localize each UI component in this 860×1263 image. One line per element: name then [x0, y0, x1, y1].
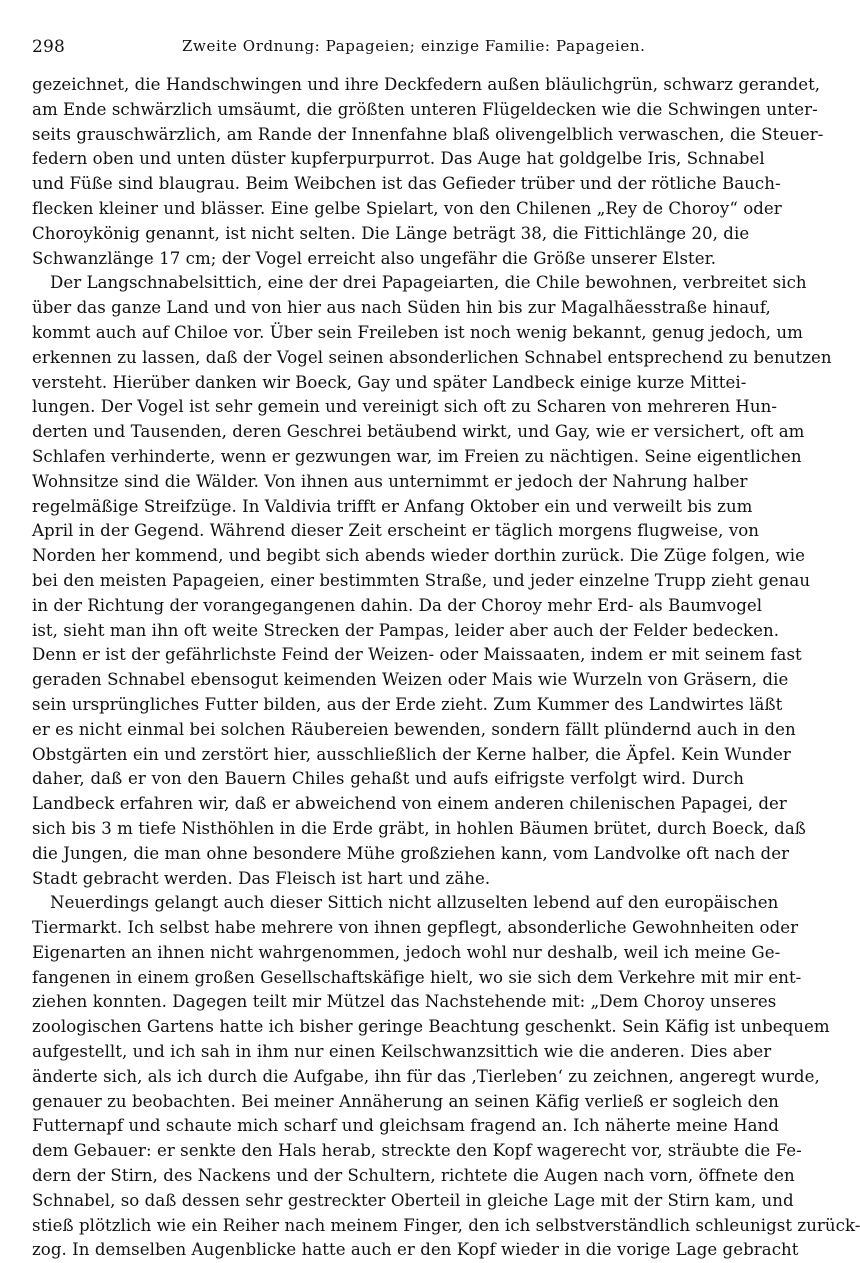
page-header [32, 34, 744, 62]
text-line: Wohnsitze sind die Wälder. Von ihnen aus unternimmt er jedoch der Nahrung halber [32, 471, 748, 491]
text-line: Schnabel, so daß dessen sehr gestreckter Oberteil in gleiche Lage mit der Stirn kam, und [32, 1190, 794, 1210]
text-line: Denn er ist der gefährlichste Feind der Weizen- oder Maissaaten, indem er mit seinem fast [32, 645, 802, 665]
text-line: derten und Tausenden, deren Geschrei betäubend wirkt, und Gay, wie er versichert, oft am [32, 422, 805, 442]
text-line: Tiermarkt. Ich selbst habe mehrere von ihnen gepflegt, absonderliche Gewohnheiten oder [32, 918, 799, 938]
text-line: genauer zu beobachten. Bei meiner Annäherung an seinen Käfig verließ er sogleich den [32, 1091, 779, 1111]
running-head: Zweite Ordnung: Papageien; einzige Familie: Papageien. [182, 37, 646, 55]
text-line: Der Langschnabelsittich, eine der drei Papageiarten, die Chile bewohnen, verbreitet sich [50, 273, 807, 293]
text-line: die Jungen, die man ohne besondere Mühe großziehen kann, vom Landvolke oft nach der [32, 843, 790, 863]
text-line: sich bis 3 m tiefe Nisthöhlen in die Erde gräbt, in hohlen Bäumen brütet, durch Boeck, daß [32, 818, 806, 838]
text-line: änderte sich, als ich durch die Aufgabe, ihn für das ‚Tierleben‘ zu zeichnen, angeregt wurde, [32, 1066, 820, 1086]
text-line: erkennen zu lassen, daß der Vogel seinen absonderlichen Schnabel entsprechend zu benutzen [32, 347, 832, 367]
text-line: Stadt gebracht werden. Das Fleisch ist hart und zähe. [32, 868, 491, 888]
text-line: er es nicht einmal bei solchen Räubereien bewenden, sondern fällt plündernd auch in den [32, 719, 796, 739]
text-line: zoologischen Gartens hatte ich bisher geringe Beachtung geschenkt. Sein Käfig ist unbequem [32, 1017, 830, 1037]
text-line: stieß plötzlich wie ein Reiher nach meinem Finger, den ich selbstverständlich schleunigst zurück- [32, 1215, 860, 1235]
text-line: aufgestellt, und ich sah in ihm nur einen Keilschwanzsittich wie die anderen. Dies aber [32, 1042, 772, 1062]
text-line: in der Richtung der vorangegangenen dahin. Da der Choroy mehr Erd- als Baumvogel [32, 595, 763, 615]
text-line: fangenen in einem großen Gesellschaftskäfige hielt, wo sie sich dem Verkehre mit mir ent- [32, 967, 802, 987]
text-line: Landbeck erfahren wir, daß er abweichend von einem anderen chilenischen Papagei, der [32, 794, 787, 814]
text-line: Neuerdings gelangt auch dieser Sittich nicht allzuselten lebend auf den europäischen [50, 893, 779, 913]
text-line: Futternapf und schaute mich scharf und gleichsam fragend an. Ich näherte meine Hand [32, 1116, 779, 1136]
text-line: April in der Gegend. Während dieser Zeit erscheint er täglich morgens flugweise, von [32, 521, 760, 541]
text-line: Schwanzlänge 17 cm; der Vogel erreicht also ungefähr die Größe unserer Elster. [32, 248, 717, 268]
page-number: 298 [32, 37, 66, 57]
text-line: bei den meisten Papageien, einer bestimmten Straße, und jeder einzelne Trupp zieht genau [32, 570, 811, 590]
text-line: Schlafen verhinderte, wenn er gezwungen war, im Freien zu nächtigen. Seine eigentlichen [32, 446, 802, 466]
body-text [32, 73, 860, 1263]
book-page [32, 34, 860, 1263]
text-line: federn oben und unten düster kupferpurpurrot. Das Auge hat goldgelbe Iris, Schnabel [32, 149, 765, 169]
text-line: sein ursprüngliches Futter bilden, aus der Erde zieht. Zum Kummer des Landwirtes läßt [32, 694, 783, 714]
text-line: dem Gebauer: er senkte den Hals herab, streckte den Kopf wagerecht vor, sträubte die Fe- [32, 1141, 802, 1161]
paragraph [32, 891, 860, 1263]
text-line: Obstgärten ein und zerstört hier, ausschließlich der Kerne halber, die Äpfel. Kein Wunder [32, 744, 791, 764]
paragraph [32, 271, 832, 891]
text-line: versteht. Hierüber danken wir Boeck, Gay und später Landbeck einige kurze Mittei- [32, 372, 747, 392]
paragraph [32, 73, 824, 271]
text-line: lungen. Der Vogel ist sehr gemein und vereinigt sich oft zu Scharen von mehreren Hun- [32, 397, 778, 417]
text-line: flecken kleiner und blässer. Eine gelbe Spielart, von den Chilenen „Rey de Choroy“ oder [32, 198, 782, 218]
text-line: seits grauschwärzlich, am Rande der Innenfahne blaß olivengelblich verwaschen, die Steuer- [32, 124, 824, 144]
text-line: ziehen konnten. Dagegen teilt mir Mützel das Nachstehende mit: „Dem Choroy unseres [32, 992, 777, 1012]
text-line: zog. In demselben Augenblicke hatte auch er den Kopf wieder in die vorige Lage gebracht [32, 1240, 799, 1260]
text-line: daher, daß er von den Bauern Chiles gehaßt und aufs eifrigste verfolgt wird. Durch [32, 769, 744, 789]
text-line: dern der Stirn, des Nackens und der Schultern, richtete die Augen nach vorn, öffnete den [32, 1166, 795, 1186]
text-line: Choroykönig genannt, ist nicht selten. Die Länge beträgt 38, die Fittichlänge 20, die [32, 223, 750, 243]
text-line: geraden Schnabel ebensogut keimenden Weizen oder Mais wie Wurzeln von Gräsern, die [32, 670, 789, 690]
text-line: kommt auch auf Chiloe vor. Über sein Freileben ist noch wenig bekannt, genug jedoch, um [32, 322, 803, 342]
text-line: und Füße sind blaugrau. Beim Weibchen ist das Gefieder trüber und der rötliche Bauch- [32, 174, 781, 194]
text-line: über das ganze Land und von hier aus nach Süden hin bis zur Magalhãesstraße hinauf, [32, 298, 771, 318]
text-line: ist, sieht man ihn oft weite Strecken der Pampas, leider aber auch der Felder bedecken. [32, 620, 780, 640]
text-line: regelmäßige Streifzüge. In Valdivia trifft er Anfang Oktober ein und verweilt bis zum [32, 496, 753, 516]
text-line: gezeichnet, die Handschwingen und ihre Deckfedern außen bläulichgrün, schwarz gerandet, [32, 75, 821, 94]
text-line: am Ende schwärzlich umsäumt, die größten unteren Flügeldecken wie die Schwingen unter- [32, 99, 818, 119]
text-line: Eigenarten an ihnen nicht wahrgenommen, jedoch wohl nur deshalb, weil ich meine Ge- [32, 942, 781, 962]
text-line: Norden her kommend, und begibt sich abends wieder dorthin zurück. Die Züge folgen, wie [32, 546, 805, 566]
